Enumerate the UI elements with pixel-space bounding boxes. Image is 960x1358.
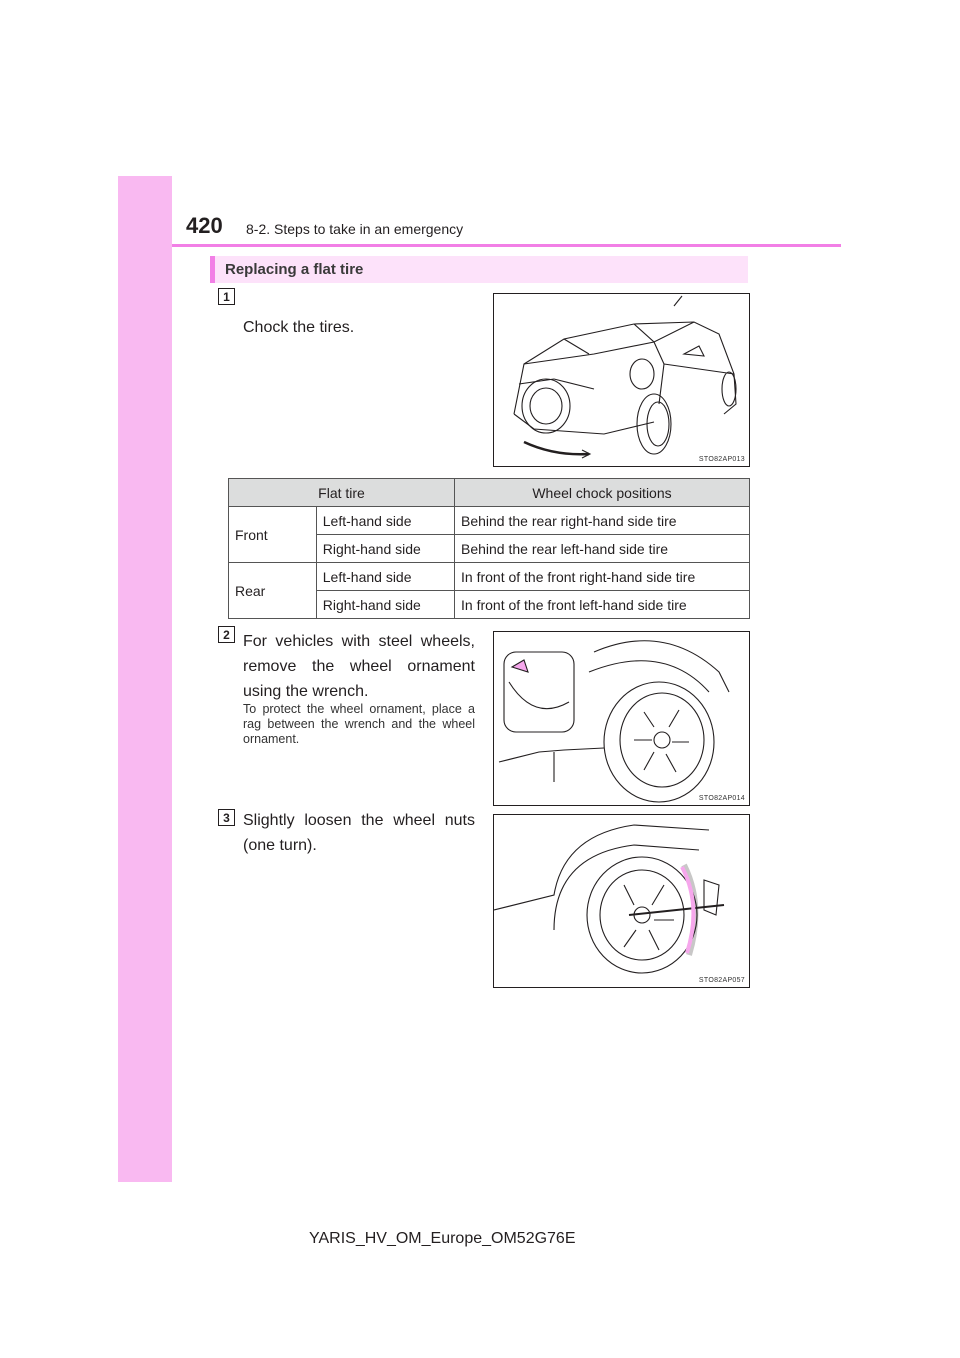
sidebar-tab	[118, 176, 172, 1182]
step-2-note: To protect the wheel ornament, place a rag between the wrench and the wheel ornament.	[243, 702, 475, 746]
table-cell-position: In front of the front left-hand side tire	[455, 591, 750, 619]
step-2-text: For vehicles with steel wheels, remove the wheel ornament using the wrench.	[243, 633, 475, 700]
table-row	[229, 507, 750, 535]
step-1-text: Chock the tires.	[243, 319, 355, 336]
section-heading	[210, 256, 748, 283]
table-cell-tire: Rear	[229, 563, 317, 619]
section-title: 8-2. Steps to take in an emergency	[246, 221, 464, 237]
loosen-nuts-illustration	[493, 814, 750, 988]
page-number: 420	[186, 213, 223, 238]
illustration-code: STO82AP013	[698, 456, 745, 463]
illustration-code: STO82AP014	[698, 795, 745, 802]
wheel-chock-table	[228, 478, 750, 619]
table-cell-side: Left-hand side	[316, 507, 454, 535]
illustration-code: STO82AP057	[698, 977, 745, 984]
table-cell-position: Behind the rear left-hand side tire	[455, 535, 750, 563]
table-cell-side: Right-hand side	[316, 535, 454, 563]
table-header-cell: Wheel chock positions	[455, 479, 750, 507]
header-rule	[172, 244, 841, 247]
step-number-2: 2	[218, 626, 235, 643]
table-cell-position: Behind the rear right-hand side tire	[455, 507, 750, 535]
step-number-3: 3	[218, 809, 235, 826]
table-header-cell: Flat tire	[229, 479, 455, 507]
wheel-ornament-illustration	[493, 631, 750, 806]
chock-tires-illustration	[493, 293, 750, 467]
step-number-1: 1	[218, 288, 235, 305]
table-cell-side: Left-hand side	[316, 563, 454, 591]
section-heading-text: Replacing a flat tire	[225, 261, 364, 278]
table-cell-position: In front of the front right-hand side tire	[455, 563, 750, 591]
table-cell-tire: Front	[229, 507, 317, 563]
footer-text: YARIS_HV_OM_Europe_OM52G76E	[309, 1230, 576, 1247]
table-row	[229, 563, 750, 591]
table-cell-side: Right-hand side	[316, 591, 454, 619]
table-header-row	[229, 479, 750, 507]
step-3-text: Slightly loosen the wheel nuts (one turn).	[243, 812, 475, 854]
